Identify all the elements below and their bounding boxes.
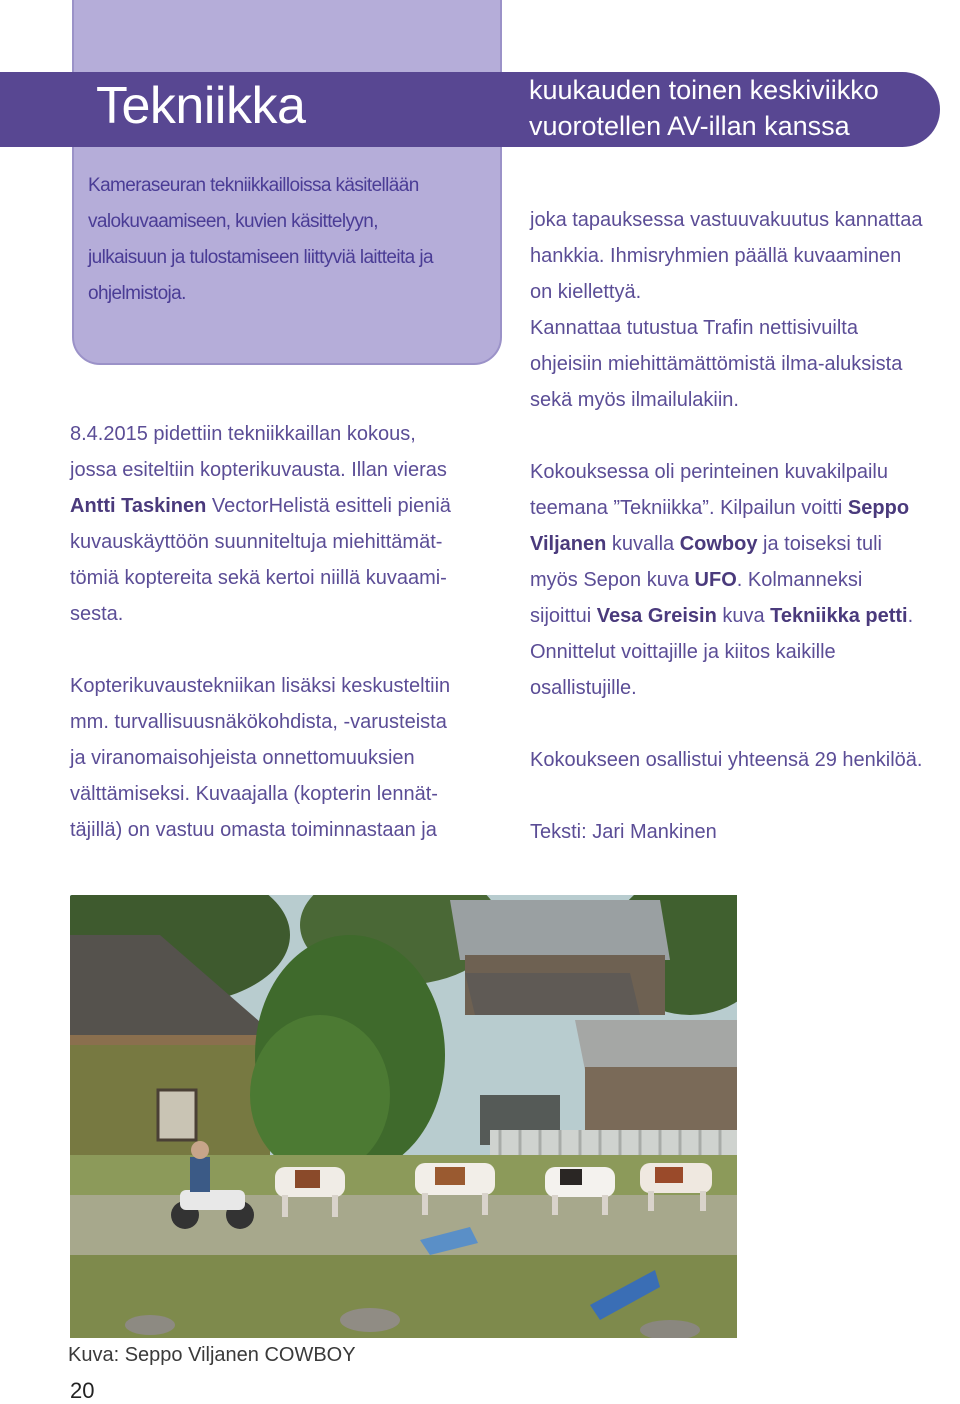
intro-line: valokuvaamiseen, kuvien käsittelyyn, [88, 211, 378, 232]
text-line: Kopterikuvaustekniikan lisäksi keskusteltiin [70, 675, 451, 697]
text-span: kuva [716, 605, 771, 627]
subtitle-line-1: kuukauden toinen keskiviikko [529, 75, 879, 105]
text-line: 8.4.2015 pidettiin tekniikkaillan kokous, [70, 423, 416, 445]
text-line: Kokouksessa oli perinteinen kuvakilpailu [530, 461, 888, 483]
third-place-name: Vesa Greisin [596, 605, 717, 627]
text-line: välttämiseksi. Kuvaajalla (kopterin lennät- [70, 783, 438, 805]
text-line: on kiellettyä. [530, 281, 642, 303]
text-line [530, 598, 958, 634]
text-line [70, 488, 490, 524]
attendance-line: Kokoukseen osallistui yhteensä 29 henkilöä. [530, 749, 923, 771]
text-line: ja viranomaisohjeista onnettomuuksien [70, 747, 415, 769]
second-photo-title: UFO [694, 569, 737, 591]
intro-text [88, 168, 488, 312]
author-line: Teksti: Jari Mankinen [530, 821, 717, 843]
text-line [530, 490, 958, 526]
text-line: Onnittelut voittajille ja kiitos kaikille [530, 641, 836, 663]
winning-photo-title: Cowboy [679, 533, 758, 555]
text-line: tömiä koptereita sekä kertoi niillä kuvaami- [70, 567, 447, 589]
text-span: myös Sepon kuva [530, 569, 695, 591]
text-line: joka tapauksessa vastuuvakuutus kannattaa [530, 209, 923, 231]
text-line: Kannattaa tutustua Trafin nettisivuilta [530, 317, 858, 339]
third-photo-title: Tekniikka petti [770, 605, 908, 627]
text-span: ja toiseksi tuli [757, 533, 882, 555]
subtitle-line-2: vuorotellen AV-illan kanssa [529, 111, 850, 141]
guest-name: Antti Taskinen [70, 495, 207, 517]
text-line: täjillä) on vastuu omasta toiminnastaan ja [70, 819, 437, 841]
text-span: . Kolmanneksi [736, 569, 863, 591]
text-line: kuvauskäyttöön suunniteltuja miehittämät- [70, 531, 443, 553]
page-title: Tekniikka [96, 77, 306, 135]
page-number: 20 [70, 1378, 95, 1403]
header-subtitle [529, 72, 929, 144]
intro-line: julkaisuun ja tulostamiseen liittyviä laitteita ja [88, 247, 433, 268]
photo-caption: Kuva: Seppo Viljanen COWBOY [68, 1344, 356, 1366]
intro-line: ohjelmistoja. [88, 283, 186, 304]
village-photo [70, 895, 737, 1338]
text-line: ohjeisiin miehittämättömistä ilma-aluksista [530, 353, 903, 375]
text-line [530, 562, 958, 598]
photo-illustration [70, 895, 737, 1338]
text-span: sijoittui [530, 605, 597, 627]
text-span: . [907, 605, 914, 627]
left-column [70, 416, 490, 848]
text-line: mm. turvallisuusnäkökohdista, -varusteista [70, 711, 447, 733]
right-column [530, 202, 958, 850]
text-span: teemana ”Tekniikka”. Kilpailun voitti [530, 497, 848, 519]
winner-last-name: Viljanen [530, 533, 607, 555]
text-span: VectorHelistä esitteli pieniä [206, 495, 451, 517]
text-line: sekä myös ilmailulakiin. [530, 389, 739, 411]
text-line: sesta. [70, 603, 124, 625]
intro-line: Kameraseuran tekniikkailloissa käsitellään [88, 175, 419, 196]
winner-first-name: Seppo [847, 497, 910, 519]
text-line [530, 526, 958, 562]
text-line: osallistujille. [530, 677, 637, 699]
text-span: kuvalla [606, 533, 680, 555]
text-line: jossa esiteltiin kopterikuvausta. Illan vieras [70, 459, 447, 481]
text-line: hankkia. Ihmisryhmien päällä kuvaaminen [530, 245, 902, 267]
